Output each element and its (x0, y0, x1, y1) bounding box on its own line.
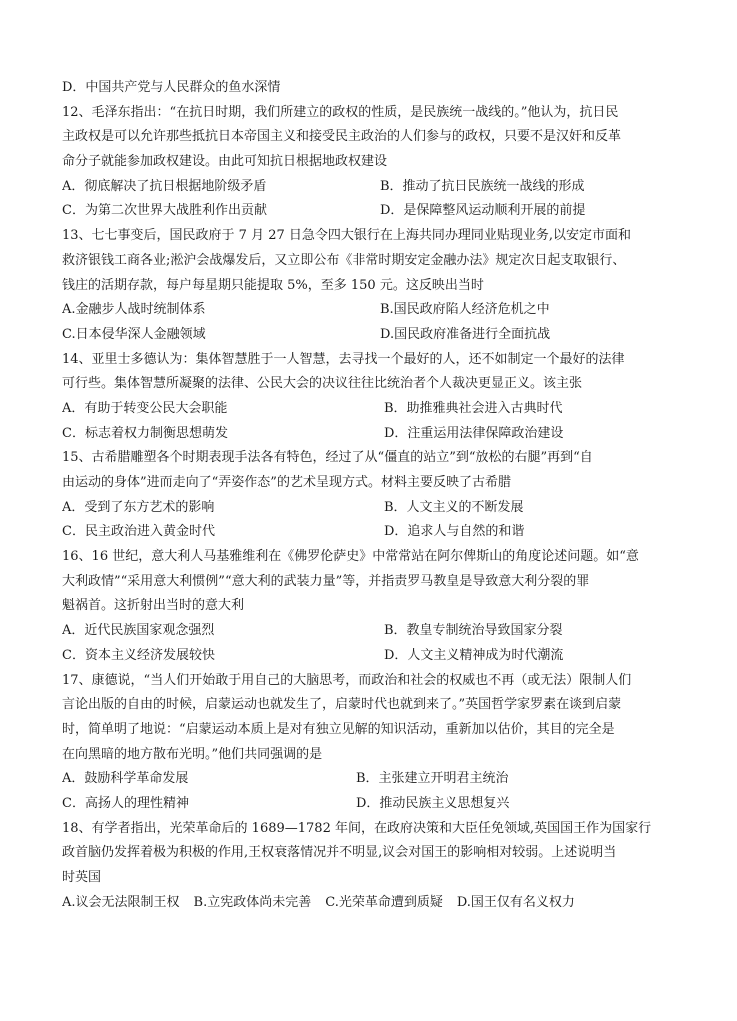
q17-option-a: A．鼓励科学革命发展 (62, 771, 189, 787)
question-13 (62, 224, 688, 347)
q17-options-row-2 (62, 792, 688, 817)
q12-options-row-1 (62, 175, 688, 200)
q17-option-c: C．高扬人的理性精神 (62, 795, 189, 811)
q15-stem-line-2: 由运动的身体”进而走向了“弄姿作态”的艺术呈现方式。材料主要反映了古希腊 (62, 475, 511, 490)
q13-stem-line-3: 钱庄的活期存款，每户每星期只能提取 5%，至多 150 元。这反映出当时 (62, 277, 484, 293)
q12-stem-line-2: 主政权是可以允许那些抵抗日本帝国主义和接受民主政治的人们参与的政权，只要不是汉奸和反革 (62, 129, 622, 145)
q15-options-row-2 (62, 520, 688, 545)
q18-option-d: D.国王仅有名义权力 (456, 894, 575, 910)
q18-option-c: C.光荣革命遭到质疑 (325, 894, 443, 910)
q18-stem-line-2: 政首脑仍发挥着极为积极的作用,王权衰落情况并不明显,议会对国王的影响相对较弱。上述说明当 (62, 845, 617, 861)
q14-option-a: A．有助于转变公民大会职能 (62, 400, 228, 416)
q15-option-a: A．受到了东方艺术的影响 (62, 499, 215, 515)
q15-options-row-1 (62, 496, 688, 521)
q18-options-row (62, 891, 688, 916)
q15-option-c: C．民主政治进入黄金时代 (62, 524, 215, 540)
q14-option-b: B．助推雅典社会进入古典时代 (384, 400, 563, 416)
q14-option-d: D．注重运用法律保障政治建设 (384, 425, 564, 441)
exam-page (62, 76, 688, 915)
q13-option-d: D.国民政府准备进行全面抗战 (380, 326, 551, 342)
q17-option-b: B．主张建立开明君主统治 (356, 771, 509, 787)
q12-stem-line-1: 12、毛泽东指出：“在抗日时期，我们所建立的政权的性质，是民族统一战线的。”他认为，抗日民 (62, 104, 619, 120)
q12-option-b: B．推动了抗日民族统一战线的形成 (380, 178, 585, 194)
q16-stem-line-3: 魁祸首。这折射出当时的意大利 (62, 598, 245, 614)
q13-options-row-1 (62, 298, 688, 323)
q14-option-c: C．标志着权力制衡思想萌发 (62, 425, 228, 441)
q16-options-row-1 (62, 619, 688, 644)
q16-stem-line-1: 16、16 世纪，意大利人马基雅维利在《佛罗伦萨史》中常常站在阿尔俾斯山的角度论述问题。如“意 (62, 549, 639, 565)
q12-options-row-2 (62, 199, 688, 224)
q17-options-row-1 (62, 767, 688, 792)
q13-option-b: B.国民政府陷人经济危机之中 (380, 302, 550, 318)
q15-option-d: D．追求人与自然的和谐 (384, 524, 525, 540)
question-15 (62, 446, 688, 545)
q15-option-b: B．人文主义的不断发展 (384, 499, 524, 515)
q17-stem-line-3: 时，简单明了地说：“启蒙运动本质上是对有独立见解的知识活动，重新加以估价，其目的完全是 (62, 721, 615, 737)
q18-option-b: B.立宪政体尚未完善 (193, 894, 312, 910)
q13-stem-line-2: 救济银钱工商各业;淞沪会战爆发后，又立即公布《非常时期安定金融办法》规定次日起支取银行、 (62, 252, 626, 268)
q18-option-a: A.议会无法限制王权 (62, 894, 180, 910)
q11-option-d: D．中国共产党与人民群众的鱼水深情 (62, 80, 281, 95)
q14-stem-line-2: 可行些。集体智慧所凝聚的法律、公民大会的决议往往比统治者个人裁决更显正义。该主张 (62, 376, 583, 392)
q16-option-c: C．资本主义经济发展较快 (62, 647, 215, 663)
q13-option-c: C.日本侵华深人金融领域 (62, 326, 206, 342)
q14-options-row-2 (62, 422, 688, 447)
q12-option-d: D．是保障整风运动顺利开展的前提 (380, 203, 586, 219)
q13-stem-line-1: 13、七七事变后，国民政府于 7 月 27 日急令四大银行在上海共同办理同业贴现业务,以安定市面和 (62, 228, 632, 244)
q16-option-a: A．近代民族国家观念强烈 (62, 623, 215, 639)
q18-stem-line-1: 18、有学者指出，光荣革命后的 1689—1782 年间，在政府决策和大臣任免领域,英国国王作为国家行 (62, 820, 652, 836)
q17-option-d: D．推动民族主义思想复兴 (356, 795, 510, 811)
q14-options-row-1 (62, 397, 688, 422)
question-16 (62, 545, 688, 668)
q17-stem-line-2: 言论出版的自由的时候，启蒙运动也就发生了，启蒙时代也就到来了。”英国哲学家罗素在谈到启蒙 (62, 697, 622, 713)
q16-options-row-2 (62, 644, 688, 669)
q16-option-d: D．人文主义精神成为时代潮流 (384, 647, 564, 663)
q16-option-b: B．教皇专制统治导致国家分裂 (384, 623, 563, 639)
q18-stem-line-3: 时英国 (62, 870, 102, 885)
question-18 (62, 817, 688, 916)
q16-stem-line-2: 大利政情”“采用意大利惯例”“意大利的武装力量”等，并指责罗马教皇是导致意大利分裂的罪 (62, 573, 590, 589)
q14-stem-line-1: 14、亚里士多德认为：集体智慧胜于一人智慧，去寻找一个最好的人，还不如制定一个最好的法律 (62, 351, 625, 367)
question-14 (62, 348, 688, 447)
question-12 (62, 101, 688, 224)
q12-stem-line-3: 命分子就能参加政权建设。由此可知抗日根据地政权建设 (62, 154, 388, 170)
q13-options-row-2 (62, 323, 688, 348)
q15-stem-line-1: 15、古希腊雕塑各个时期表现手法各有特色，经过了从“僵直的站立”到“放松的右腿”再到“自 (62, 450, 593, 466)
q12-option-a: A．彻底解决了抗日根据地阶级矛盾 (62, 178, 267, 194)
question-17 (62, 669, 688, 817)
q17-stem-line-1: 17、康德说，“当人们开始敢于用自己的大脑思考，而政治和社会的权威也不再（或无法）限制人们 (62, 672, 632, 688)
q13-option-a: A.金融步人战时统制体系 (62, 302, 206, 318)
q12-option-c: C．为第二次世界大战胜利作出贡献 (62, 203, 267, 219)
q17-stem-line-4: 在向黑暗的地方散布光明。”他们共同强调的是 (62, 746, 323, 762)
